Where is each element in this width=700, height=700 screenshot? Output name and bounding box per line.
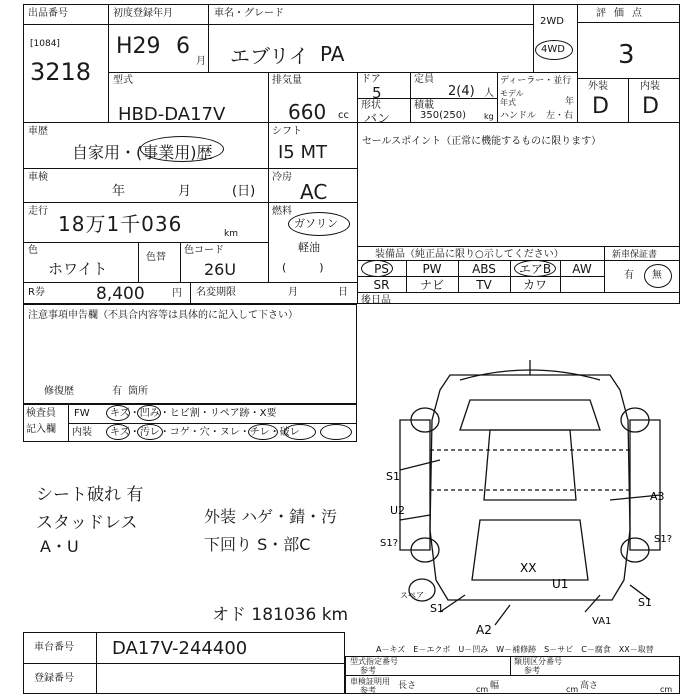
fuel-diesel: 軽油 [298,241,320,254]
divider [68,423,357,424]
mark-s1-left-low: S1? [380,538,399,549]
repair-place: 箇所 [128,386,148,397]
remark-underbody: 下回り S・部C [204,535,311,554]
two-wd: 2WD [540,16,564,27]
mark-xx: XX [520,561,537,575]
car-name-label: 車名・グレード [214,8,284,19]
height-label: 高さ [580,681,599,691]
divider [23,202,357,203]
lot-number: 3218 [30,58,92,86]
capacity-label: 定員 [414,74,434,85]
chassis-value: DA17V-244400 [112,638,248,659]
first-reg-month-unit: 月 [196,56,206,67]
year-unit: 年 [565,97,575,107]
remark-au: A・U [40,537,79,556]
height-unit: cm [660,685,673,694]
equip-airbag: エアB [518,262,552,276]
mark-spare: スペア [400,591,424,600]
reg-expiry-month: 月 [288,287,298,298]
color-label: 色 [28,245,38,256]
repair-have: 有 [112,386,122,397]
divider [410,72,411,122]
fuel-label: 燃料 [272,206,292,217]
model-value: HBD-DA17V [118,104,226,125]
divider [23,242,268,243]
equip-ps: PS [374,262,389,276]
divider [190,282,191,304]
mark-s1-right: S1? [654,534,673,545]
divider [180,242,181,282]
handle-options: 左・右 [546,111,574,121]
int-broken-circle [320,424,352,440]
capacity-value: 2(4) [448,84,475,99]
warranty-label: 新車保証書 [612,250,658,260]
mark-s1-left-top: S1 [386,470,400,483]
divider [510,656,511,675]
sales-point-label: セールスポイント（正常に機能するものに限ります） [362,136,602,147]
mark-a3: A3 [650,490,665,503]
divider [628,78,629,122]
first-reg-year: H29 [116,34,161,59]
shape-value: バン [364,112,391,127]
divider [357,276,604,277]
remark-seat: シート破れ 有 [36,485,144,505]
equip-sr: SR [373,278,390,292]
load-unit: kg [484,112,494,121]
divider [604,246,605,292]
rating-value: 3 [618,40,635,70]
displacement-unit: cc [338,110,349,121]
mark-u2: U2 [390,504,406,517]
shift-value: I5 MT [278,142,328,163]
car-grade: PA [320,42,345,66]
mark-u1: U1 [552,577,569,591]
length-unit: cm [476,685,489,694]
color-value: ホワイト [48,260,108,278]
interior-label: 内装 [640,81,660,92]
equipment-label: 装備品（純正品に限り○示してください） [375,249,564,260]
recycle-value: 8,400 [96,284,145,304]
aircon-value: AC [300,180,328,204]
recycle-unit: 円 [172,288,182,299]
inspection-label: 車検 [28,172,48,183]
remark-exterior: 外装 ハゲ・錆・汚 [204,507,338,526]
mileage-unit: km [224,229,238,239]
divider [108,72,577,73]
mileage-label: 走行 [28,206,48,217]
inspector-interior-items: キズ・汚レ・コゲ・穴・ヌレ・チレ・破レ [110,427,300,438]
fuel-other: ( ) [282,261,324,274]
equip-pw: PW [422,262,442,276]
model-label: 型式 [113,75,133,86]
cert-ref: 参考 [360,686,376,695]
handle-label: ハンドル [500,111,537,121]
divider [96,632,97,694]
notes-label: 注意事項申告欄（不具合内容等は具体的に記入して下さい） [28,310,298,321]
history-label: 車歴 [28,126,48,137]
remark-odo: オド 181036 km [212,605,349,625]
history-value: 自家用・(事業用)歴 [72,143,213,162]
doors-label: ドア [361,74,381,85]
divider [23,24,108,25]
load-label: 積載 [414,100,434,111]
class-number-ref: 参考 [524,666,540,675]
divider [345,675,680,676]
four-wd-circle [535,40,573,60]
exterior-grade: D [592,94,609,119]
int-tear-circle [284,424,316,440]
history-circle [140,136,224,162]
length-label: 長さ [398,681,417,691]
type-number-label: 型式指定番号 [350,657,398,666]
exterior-label: 外装 [588,81,608,92]
fuel-gasoline: ガソリン [294,217,338,230]
inspection-day: (日) [232,184,256,199]
int-scratch-circle [106,424,130,440]
divider [357,98,497,99]
divider [23,168,357,169]
fuel-gasoline-circle [288,212,350,236]
model-year-label: モデル [500,89,524,98]
mark-s1-bottom: S1 [430,602,444,615]
capacity-unit: 人 [484,88,494,99]
width-unit: cm [566,685,579,694]
inspector-fw-items: キズ・凹み・ヒビ割・リペア跡・X要 [110,408,277,419]
mark-va1: VA1 [592,616,612,627]
divider [497,72,498,122]
rating-label: 評価点 [596,8,650,19]
divider [268,72,269,122]
lot-code: [1084] [30,39,60,49]
warranty-none-circle [644,264,672,288]
fw-dent-circle [137,405,161,421]
type-number-ref: 参考 [360,666,376,675]
int-stain-circle [137,424,163,440]
remark-studless: スタッドレス [36,513,138,533]
color-code-label: 色コード [184,245,224,256]
car-name: エブリイ [230,44,309,68]
shape-label: 形状 [361,100,381,111]
load-value: 350(250) [420,110,466,121]
reg-expiry-label: 名変期限 [196,287,236,298]
doors-value: 5 [372,84,382,102]
divider [108,24,533,25]
after-label: 後日品 [361,295,391,306]
divider [108,4,109,122]
divider [357,292,680,293]
damage-legend: A－キズ E－エクボ U－凹み W－補修跡 S－サビ C－腐食 XX－取替 [376,645,654,654]
cert-label: 車検証明用 [350,677,390,686]
width-label: 幅 [490,681,500,691]
equip-aw: AW [572,262,592,276]
divider [577,22,680,23]
int-wet-circle [248,424,278,440]
divider [68,404,69,442]
inspector-interior: 内装 [72,427,92,438]
warranty-have: 有 [624,270,634,281]
warranty-none: 無 [652,270,662,281]
inspection-year: 年 [112,184,126,199]
displacement-label: 排気量 [272,75,302,86]
fw-scratch-circle [106,405,130,421]
mark-s1-right-low: S1 [638,596,652,609]
aircon-label: 冷房 [272,172,292,183]
four-wd: 4WD [541,44,565,55]
recycle-label: R券 [28,287,45,298]
repair-label: 修復歴 [44,386,74,397]
inspector-label2: 記入欄 [26,424,56,435]
divider [357,72,358,122]
mileage-value: 18万1千036 [58,212,183,236]
divider [357,246,680,247]
mark-a2: A2 [476,623,492,637]
divider [208,4,209,72]
car-damage-diagram [380,350,700,640]
color-code: 26U [204,260,237,279]
equip-leather: カワ [522,278,547,292]
inspector-label1: 検査員 [26,408,56,419]
equip-tv: TV [476,278,492,292]
registration-label: 登録番号 [34,673,74,684]
first-reg-label: 初度登録年月 [113,8,173,19]
equip-ps-circle [361,260,393,277]
first-reg-month: 6 [176,34,190,59]
equip-airbag-circle [514,260,556,277]
equip-navi: ナビ [419,278,444,292]
reg-expiry-day: 日 [338,287,348,298]
inspection-month: 月 [178,184,192,199]
color-change-label: 色替 [146,252,166,263]
interior-grade: D [642,94,659,119]
chassis-label: 車台番号 [34,642,74,653]
inspector-fw: FW [74,408,90,419]
dealer-label: ディーラー・並行 [500,76,572,86]
equip-abs: ABS [472,262,496,276]
divider [138,242,139,282]
divider [23,663,345,664]
displacement-value: 660 [288,100,327,124]
shift-label: シフト [272,126,302,137]
divider [533,4,534,72]
year-label: 年式 [500,98,516,107]
class-number-label: 類別区分番号 [514,657,562,666]
lot-label: 出品番号 [28,8,68,19]
